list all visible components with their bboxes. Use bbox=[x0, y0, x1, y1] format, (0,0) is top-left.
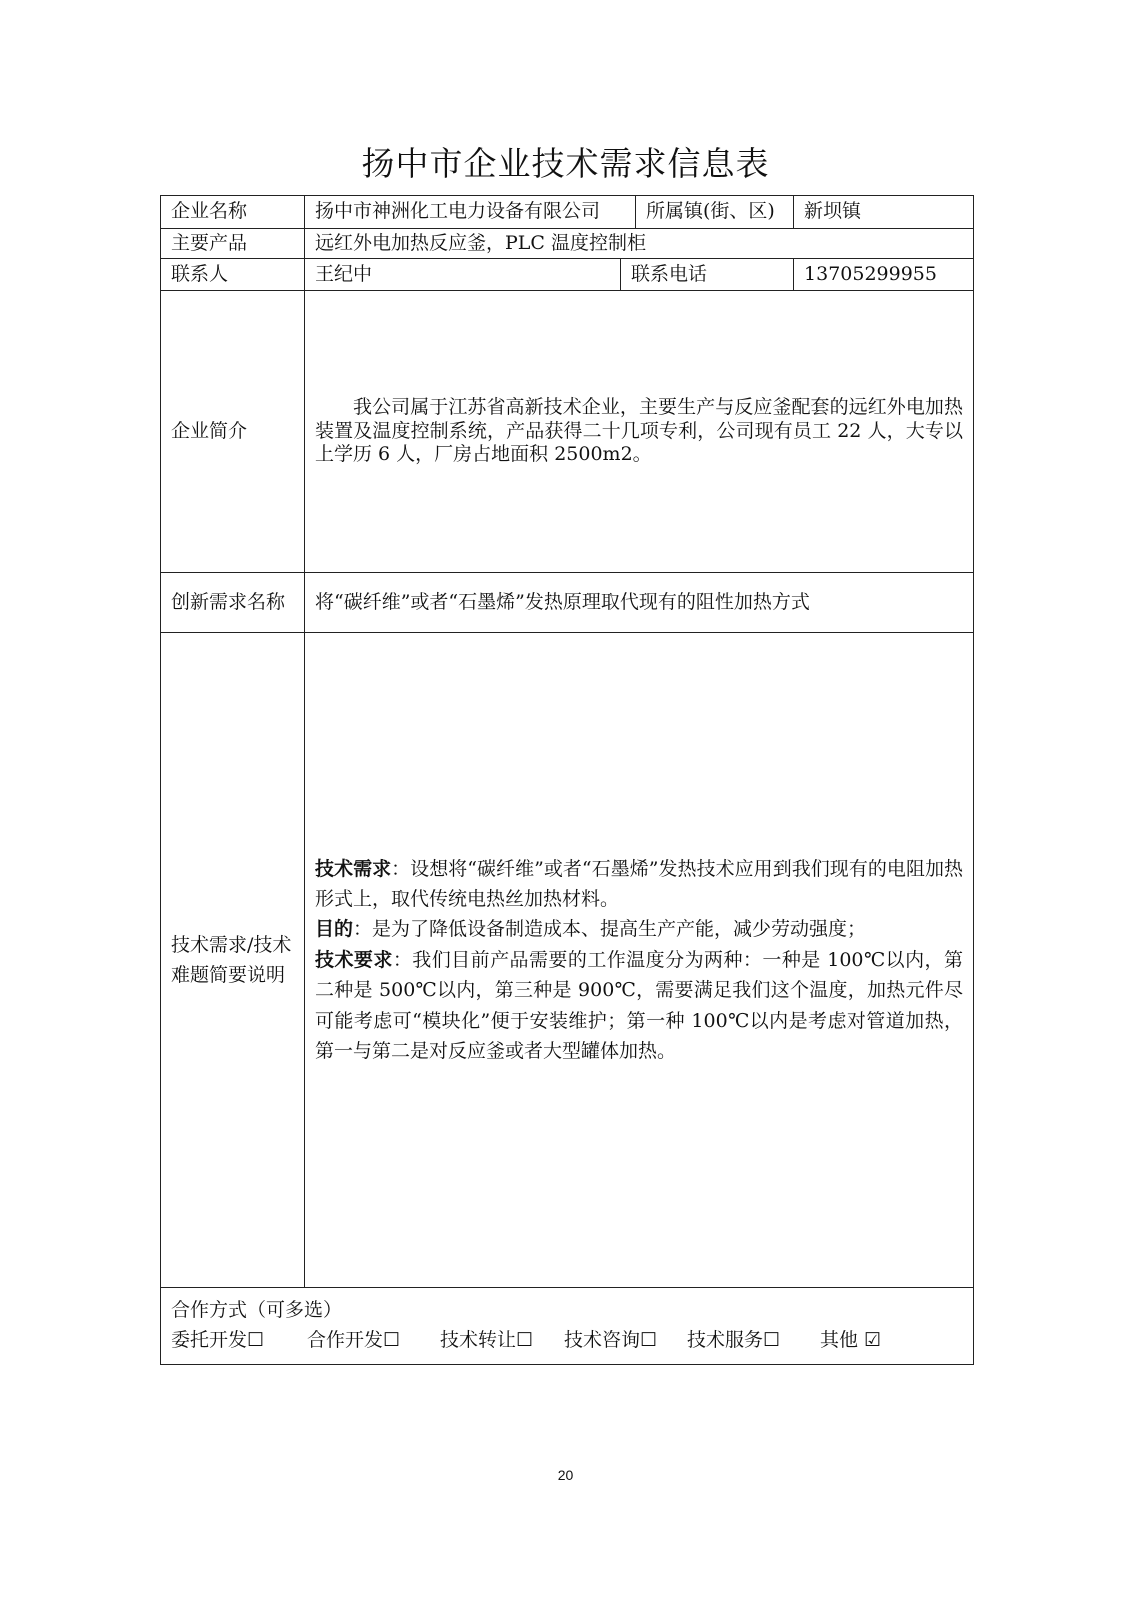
option-tech-consulting[interactable]: 技术咨询☐ bbox=[564, 1329, 658, 1351]
intro-label: 企业简介 bbox=[161, 291, 305, 573]
tech-need-text: ：设想将“碳纤维”或者“石墨烯”发热技术应用到我们现有的电阻加热形式上，取代传统电热丝加热材料。 bbox=[315, 857, 964, 911]
tech-label: 技术需求/技术难题简要说明 bbox=[161, 633, 305, 1288]
contact-label: 联系人 bbox=[161, 259, 305, 291]
intro-row bbox=[161, 291, 974, 573]
purpose-text: ：是为了降低设备制造成本、提高生产产能，减少劳动强度； bbox=[353, 918, 867, 941]
page-title: 扬中市企业技术需求信息表 bbox=[361, 144, 770, 183]
tech-need-paragraph bbox=[315, 854, 963, 915]
cooperation-cell bbox=[161, 1288, 974, 1365]
page-number: 20 bbox=[557, 1467, 574, 1483]
product-label: 主要产品 bbox=[161, 229, 305, 259]
phone-value: 13705299955 bbox=[794, 259, 974, 291]
purpose-label: 目的 bbox=[315, 918, 354, 941]
tech-row bbox=[161, 633, 974, 1288]
contact-value: 王纪中 bbox=[305, 259, 621, 291]
tech-req-text: ：我们目前产品需要的工作温度分为两种：一种是 100℃以内，第二种是 500℃以内，第三种是 900℃，需要满足我们这个温度，加热元件尽可能考虑可“模块化”便于安装维护；第一种 100℃以内是考虑对管道加热，第一与第二是对反应釜或者大型罐体加热。 bbox=[315, 948, 964, 1062]
info-table bbox=[160, 195, 974, 1365]
purpose-paragraph bbox=[315, 914, 963, 944]
tech-req-label: 技术要求 bbox=[315, 948, 393, 971]
option-tech-transfer[interactable]: 技术转让☐ bbox=[440, 1329, 534, 1351]
town-label: 所属镇(街、区) bbox=[636, 196, 794, 229]
need-name-row bbox=[161, 573, 974, 633]
cooperation-row bbox=[161, 1288, 974, 1365]
phone-label: 联系电话 bbox=[621, 259, 794, 291]
need-name-label: 创新需求名称 bbox=[161, 573, 305, 633]
product-value: 远红外电加热反应釜，PLC 温度控制柜 bbox=[305, 229, 974, 259]
option-commissioned-dev[interactable]: 委托开发☐ bbox=[171, 1329, 265, 1351]
company-value: 扬中市神洲化工电力设备有限公司 bbox=[305, 196, 636, 229]
contact-row bbox=[161, 259, 974, 291]
company-row bbox=[161, 196, 974, 229]
option-joint-dev[interactable]: 合作开发☐ bbox=[307, 1329, 401, 1351]
intro-text: 我公司属于江苏省高新技术企业，主要生产与反应釜配套的远红外电加热装置及温度控制系统，产品获得二十几项专利，公司现有员工 22 人，大专以上学历 6 人，厂房占地面积 2500m2。 bbox=[305, 291, 974, 573]
tech-req-paragraph bbox=[315, 945, 963, 1067]
tech-need-label: 技术需求 bbox=[315, 857, 392, 880]
cooperation-options bbox=[171, 1329, 963, 1353]
option-other[interactable]: 其他 ☑ bbox=[820, 1329, 882, 1351]
need-name-value: 将“碳纤维”或者“石墨烯”发热原理取代现有的阻性加热方式 bbox=[305, 573, 974, 633]
option-tech-service[interactable]: 技术服务☐ bbox=[687, 1329, 781, 1351]
tech-description bbox=[305, 633, 974, 1288]
cooperation-title: 合作方式（可多选） bbox=[171, 1299, 343, 1322]
town-value: 新坝镇 bbox=[794, 196, 974, 229]
product-row bbox=[161, 229, 974, 259]
company-label: 企业名称 bbox=[161, 196, 305, 229]
